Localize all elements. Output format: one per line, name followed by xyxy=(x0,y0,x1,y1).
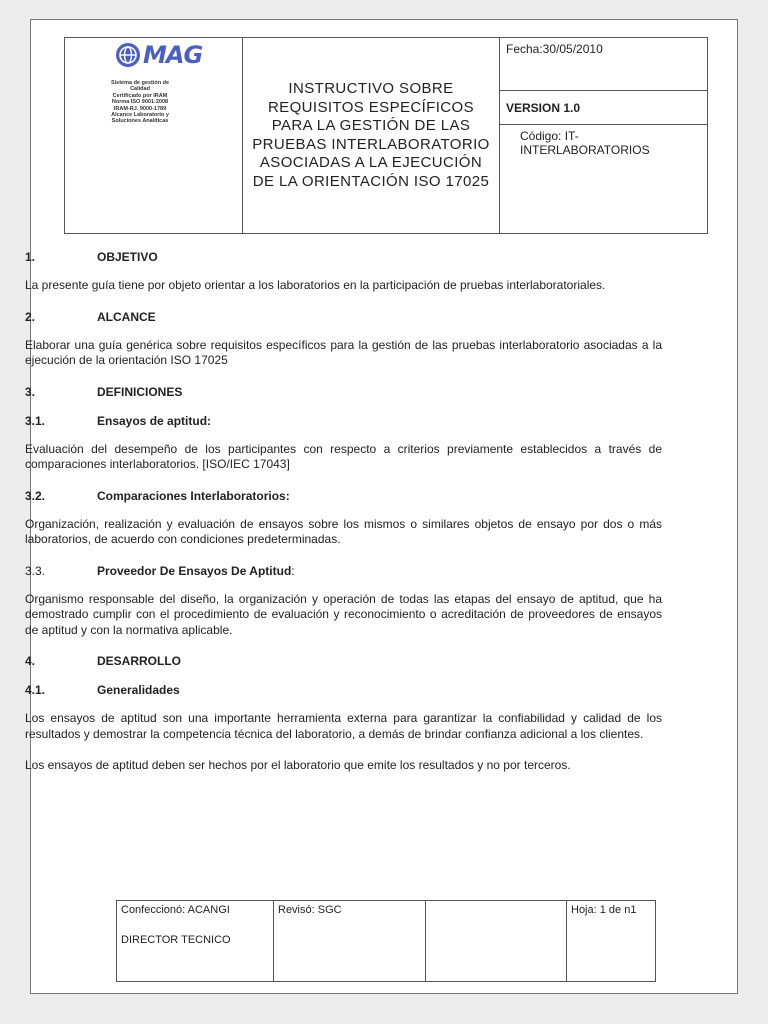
section-title: Generalidades xyxy=(97,683,180,697)
document-header-table xyxy=(64,37,708,234)
meta-cell xyxy=(500,38,707,233)
section-heading xyxy=(25,385,662,399)
company-logo xyxy=(115,41,202,69)
cert-line: Alcance Laboratorio y xyxy=(111,112,169,119)
subsection-heading xyxy=(25,489,662,503)
cert-line: IRAM-RJ. 9000-1789 xyxy=(113,105,167,112)
page-number: Hoja: 1 de n1 xyxy=(571,904,637,916)
subsection-heading xyxy=(25,683,662,697)
section-number: 1. xyxy=(25,250,36,264)
section-number: 4. xyxy=(25,654,36,668)
prepared-by: Confeccionó: ACANGI xyxy=(121,904,230,916)
section-number: 3.1. xyxy=(25,413,46,428)
globe-icon xyxy=(115,42,141,68)
section-heading xyxy=(25,310,662,324)
section-number: 3.3. xyxy=(25,563,46,578)
section-title: ALCANCE xyxy=(97,309,156,324)
prepared-by-cell xyxy=(117,901,274,981)
paragraph: La presente guía tiene por objeto orientar a los laboratorios en la participación de pruebas interlaboratoriales. xyxy=(25,278,606,292)
paragraph: Los ensayos de aptitud son una importante herramienta externa para garantizar la confiabilidad y calidad de los resultados y demostrar la competencia técnica del laboratorio, a demás de brindar confianza adicional a los clientes. xyxy=(25,711,662,741)
logo-text: MAG xyxy=(143,41,203,69)
page-number-cell xyxy=(567,901,655,981)
cert-line: Calidad xyxy=(130,86,150,93)
cert-line: Soluciones Analíticas xyxy=(111,118,169,125)
subsection-heading xyxy=(25,564,662,578)
section-heading xyxy=(25,250,662,264)
signature-table xyxy=(116,900,656,982)
date-field: Fecha:30/05/2010 xyxy=(500,38,707,91)
title-cell xyxy=(243,38,500,233)
section-number: 2. xyxy=(25,309,36,324)
section-number: 4.1. xyxy=(25,683,46,697)
document-title: INSTRUCTIVO SOBRE REQUISITOS ESPECÍFICOS PARA LA GESTIÓN DE LAS PRUEBAS INTERLABORATORIO ASOCIADAS A LA EJECUCIÓN DE LA ORIENTACIÓN ISO 17025 xyxy=(252,80,490,190)
document-body xyxy=(25,250,662,774)
version-field: VERSION 1.0 xyxy=(500,91,707,125)
section-number: 3.2. xyxy=(25,488,46,503)
cert-line: Certificado por IRAM xyxy=(112,92,168,99)
section-title-suffix: : xyxy=(291,563,295,578)
cert-line: Norma ISO 9001:2008 xyxy=(111,99,169,106)
section-title: DESARROLLO xyxy=(97,654,181,668)
paragraph: Elaborar una guía genérica sobre requisitos específicos para la gestión de las pruebas interlaboratorio asociadas a la ejecución de la orientación ISO 17025 xyxy=(25,337,662,367)
section-number: 3. xyxy=(25,384,36,399)
paragraph: Organismo responsable del diseño, la organización y operación de todas las etapas del ensayo de aptitud, que ha demostrado cumplir con el procedimiento de evaluación y reconocimiento o acreditación de proveedores de ensayos de aptitud y con la normativa aplicable. xyxy=(25,591,662,637)
logo-cell xyxy=(65,38,243,233)
section-title: Proveedor De Ensayos De Aptitud xyxy=(97,563,292,578)
certification-text xyxy=(90,80,190,125)
paragraph: Los ensayos de aptitud deben ser hechos por el laboratorio que emite los resultados y no por terceros. xyxy=(25,758,571,772)
empty-signature-cell xyxy=(426,901,567,981)
section-title: OBJETIVO xyxy=(97,250,158,264)
cert-line: Sistema de gestión de xyxy=(110,80,170,86)
subsection-heading xyxy=(25,414,662,428)
document-page xyxy=(25,19,738,994)
reviewed-by-cell xyxy=(274,901,426,981)
section-title: DEFINICIONES xyxy=(97,384,183,399)
paragraph: Evaluación del desempeño de los participantes con respecto a criterios previamente establecidos a través de comparaciones interlaboratorios. [ISO/IEC 17043] xyxy=(25,441,662,471)
section-heading xyxy=(25,654,662,668)
section-title: Ensayos de aptitud: xyxy=(97,413,212,428)
code-field: Código: IT-INTERLABORATORIOS xyxy=(520,129,650,157)
prepared-by-role: DIRECTOR TECNICO xyxy=(121,934,231,946)
section-title: Comparaciones Interlaboratorios: xyxy=(97,488,290,503)
reviewed-by: Revisó: SGC xyxy=(278,904,342,916)
paragraph: Organización, realización y evaluación de ensayos sobre los mismos o similares objetos de ensayo por dos o más laboratorios, de acuerdo con condiciones predeterminadas. xyxy=(25,516,662,546)
